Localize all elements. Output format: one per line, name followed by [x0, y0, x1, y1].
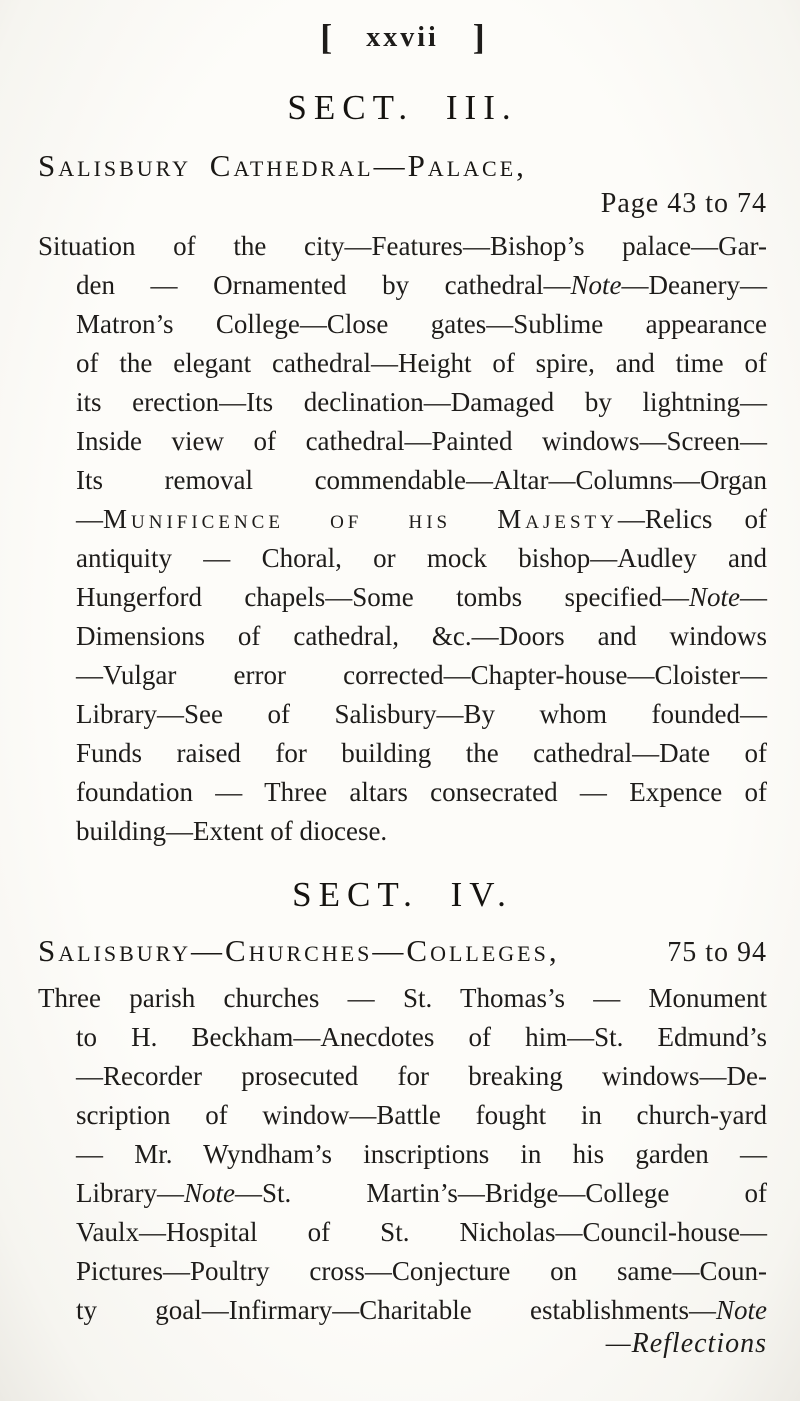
text-line [38, 1291, 767, 1330]
italic-text: Note [183, 1178, 235, 1208]
plain-text: to H. Beckham—Anecdotes of him—St. Edmund’s [76, 1022, 767, 1052]
plain-text: Situation of the city—Features—Bishop’s palace—Gar- [38, 231, 767, 261]
section-iv [38, 875, 767, 1360]
plain-text: ty goal—Infirmary—Charitable establishments— [76, 1295, 716, 1325]
plain-text: Matron’s College—Close gates—Sublime appearance [76, 309, 767, 339]
text-line [38, 344, 767, 383]
right-bracket-glyph: ] [472, 17, 485, 57]
text-line [38, 1135, 767, 1174]
text-line [38, 422, 767, 461]
plain-text: —Deanery— [621, 270, 767, 300]
plain-text: —Relics of [617, 504, 767, 534]
text-line [38, 812, 767, 851]
section-iii-contents-paragraph [38, 227, 767, 851]
plain-text: antiquity — Choral, or mock bishop—Audley and [76, 543, 767, 573]
section-iii-page-range: Page 43 to 74 [600, 188, 767, 219]
folio-page-number: xxvii [366, 22, 439, 53]
catchword-reflections: —Reflections [605, 1328, 767, 1359]
section-iv-page-range: 75 to 94 [667, 937, 767, 968]
section-iv-subject-row [38, 933, 767, 969]
plain-text: —Recorder prosecuted for breaking windows—De- [76, 1061, 767, 1091]
text-line [38, 578, 767, 617]
folio-header [38, 16, 767, 60]
plain-text: — [740, 582, 767, 612]
text-line [38, 1252, 767, 1291]
text-line [38, 656, 767, 695]
plain-text: its erection—Its declination—Damaged by lightning— [76, 387, 767, 417]
plain-text: —Vulgar error corrected—Chapter-house—Cloister— [76, 660, 767, 690]
plain-text: foundation — Three altars consecrated — Expence of [76, 777, 767, 807]
text-line [38, 1018, 767, 1057]
plain-text: Three parish churches — St. Thomas’s — Monument [38, 983, 767, 1013]
plain-text: den — Ornamented by cathedral— [76, 270, 571, 300]
text-line [38, 617, 767, 656]
plain-text: Inside view of cathedral—Painted windows—Screen— [76, 426, 767, 456]
plain-text: —St. Martin’s—Bridge—College of [234, 1178, 767, 1208]
text-line [38, 1213, 767, 1252]
text-line [38, 500, 767, 539]
plain-text: Hungerford chapels—Some tombs specified— [76, 582, 689, 612]
plain-text: Vaulx—Hospital of St. Nicholas—Council-house— [76, 1217, 767, 1247]
text-line [38, 1057, 767, 1096]
plain-text: Dimensions of cathedral, &c.—Doors and windows [76, 621, 767, 651]
text-line [38, 1174, 767, 1213]
plain-text: building—Extent of diocese. [76, 816, 388, 846]
text-line [38, 227, 767, 266]
plain-text: Its removal commendable—Altar—Columns—Organ [76, 465, 767, 495]
plain-text: Library— [76, 1178, 184, 1208]
text-line [38, 1096, 767, 1135]
plain-text: Pictures—Poultry cross—Conjecture on same—Coun- [76, 1256, 767, 1286]
small-caps-text: Munificence of his Majesty [103, 504, 618, 534]
plain-text: scription of window—Battle fought in church-yard [76, 1100, 767, 1130]
text-line [38, 539, 767, 578]
left-bracket-glyph: [ [320, 17, 333, 57]
plain-text: Library—See of Salisbury—By whom founded— [76, 699, 767, 729]
text-line [38, 734, 767, 773]
plain-text: of the elegant cathedral—Height of spire, and time of [76, 348, 767, 378]
text-line [38, 979, 767, 1018]
text-line [38, 266, 767, 305]
italic-text: Note [570, 270, 622, 300]
section-iii [38, 88, 767, 851]
section-iv-contents-paragraph [38, 979, 767, 1330]
plain-text: — [76, 504, 103, 534]
section-iv-heading: SECT. IV. [292, 875, 513, 914]
italic-text: Note [716, 1295, 767, 1325]
text-line [38, 383, 767, 422]
text-line [38, 305, 767, 344]
plain-text: Funds raised for building the cathedral—Date of [76, 738, 767, 768]
italic-text: Note [689, 582, 740, 612]
section-iii-heading: SECT. III. [287, 88, 518, 127]
text-line [38, 695, 767, 734]
section-iii-subject: Salisbury Cathedral—Palace, [38, 148, 527, 183]
text-line [38, 773, 767, 812]
section-iv-subject: Salisbury—Churches—Colleges, [38, 933, 560, 968]
plain-text: — Mr. Wyndham’s inscriptions in his garden — [76, 1139, 767, 1169]
text-line [38, 461, 767, 500]
